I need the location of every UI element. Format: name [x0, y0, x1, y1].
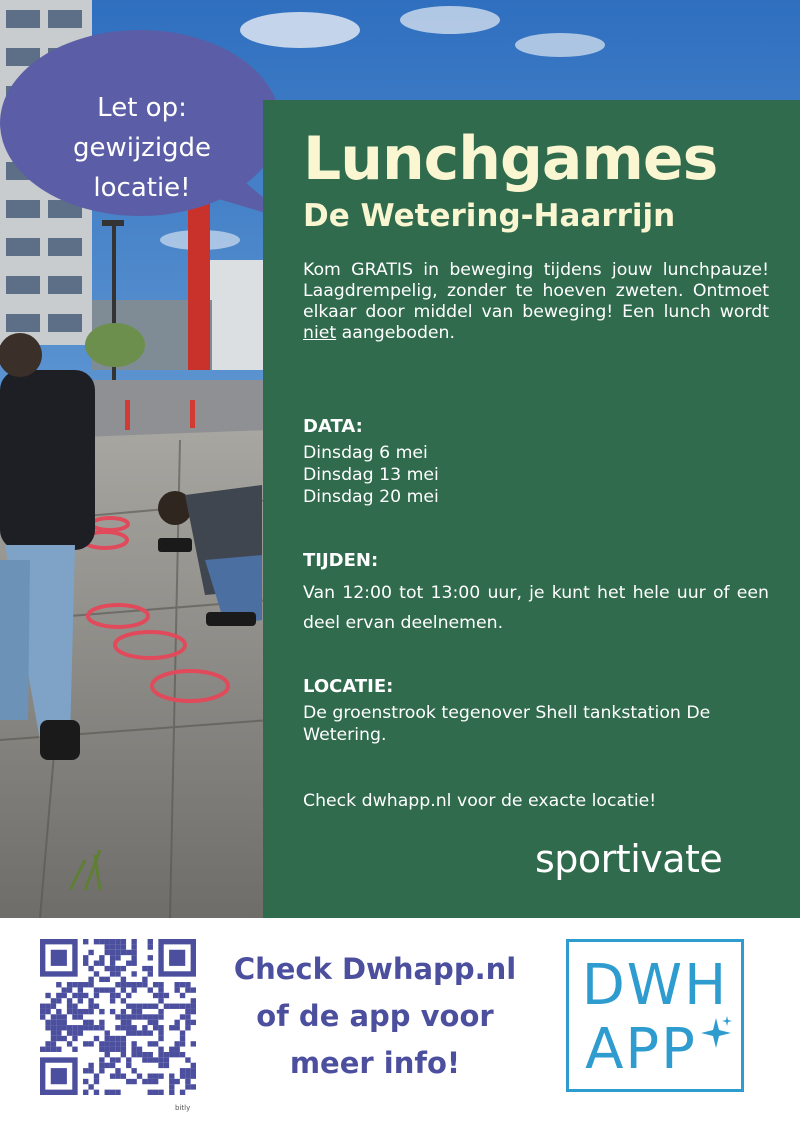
- footer-cta: [205, 946, 545, 1087]
- bubble-line-3: locatie!: [93, 173, 191, 203]
- check-website-text: Check dwhapp.nl voor de exacte locatie!: [303, 791, 657, 811]
- info-panel: [263, 100, 800, 918]
- date-item: Dinsdag 13 mei: [303, 465, 439, 485]
- bubble-text: [44, 88, 240, 208]
- intro-text-end: aangeboden.: [336, 323, 455, 343]
- intro-text: [303, 260, 769, 344]
- intro-text-main: Kom GRATIS in beweging tijdens jouw lunchpauze! Laagdrempelig, zonder te hoeven zweten. Ontmoet elkaar door middel van beweging! Een lunch wordt: [303, 260, 769, 322]
- footer-cta-line-2: of de app voor: [256, 999, 494, 1033]
- dwh-logo-line-2: APP: [585, 1017, 697, 1082]
- locatie-heading: LOCATIE:: [303, 676, 394, 697]
- dwh-logo-line-1: DWH: [581, 953, 729, 1018]
- bubble-line-2: gewijzigde: [72, 133, 212, 163]
- tijden-text: Van 12:00 tot 13:00 uur, je kunt het hele uur of een deel ervan deelnemen.: [303, 583, 769, 633]
- locatie-text: De groenstrook tegenover Shell tankstation De Wetering.: [303, 703, 711, 745]
- intro-emphasis: niet: [303, 323, 337, 343]
- qr-code[interactable]: [40, 938, 196, 1096]
- dwh-app-logo: [566, 939, 744, 1092]
- page-subtitle: De Wetering-Haarrijn: [303, 198, 676, 234]
- sportivate-logo: sportivate: [535, 837, 723, 881]
- footer-cta-line-3: meer info!: [289, 1046, 461, 1080]
- footer: [0, 918, 800, 1131]
- bubble-line-1: Let op:: [97, 93, 187, 123]
- qr-caption: bitly: [175, 1104, 191, 1112]
- footer-cta-line-1: Check Dwhapp.nl: [233, 952, 517, 986]
- speech-bubble: [0, 28, 300, 228]
- tijden-heading: TIJDEN:: [303, 550, 379, 571]
- data-heading: DATA:: [303, 416, 363, 437]
- page-title: Lunchgames: [303, 124, 718, 194]
- date-item: Dinsdag 6 mei: [303, 443, 428, 463]
- date-item: Dinsdag 20 mei: [303, 487, 439, 507]
- sparkle-icon: [699, 1016, 733, 1050]
